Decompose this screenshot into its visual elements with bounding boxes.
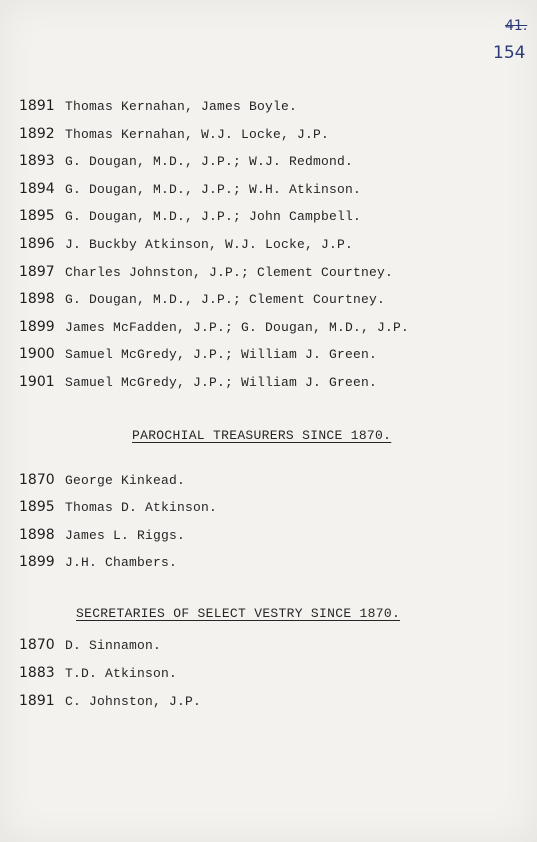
entry-names: Thomas D. Atkinson. <box>65 500 218 515</box>
entry-year: 1898 <box>19 291 55 307</box>
section-heading-treasurers: PAROCHIAL TREASURERS SINCE 1870. <box>132 428 392 443</box>
page-number: 154 <box>493 43 526 63</box>
list-item <box>19 637 161 657</box>
entry-year: 1899 <box>19 319 55 335</box>
entry-names: George Kinkead. <box>65 473 186 488</box>
entry-names: J. Buckby Atkinson, W.J. Locke, J.P. <box>65 237 354 252</box>
entry-year: 1895 <box>19 499 55 515</box>
entry-names: G. Dougan, M.D., J.P.; Clement Courtney. <box>65 292 386 307</box>
list-item <box>19 264 393 284</box>
entry-year: 1893 <box>19 153 55 169</box>
list-item <box>19 346 377 366</box>
list-item <box>19 181 361 201</box>
entry-names: G. Dougan, M.D., J.P.; W.J. Redmond. <box>65 154 354 169</box>
entry-year: 1901 <box>19 374 55 390</box>
list-item <box>19 126 329 146</box>
page-number-struck: 41. <box>505 18 528 34</box>
entry-year: 1900 <box>19 346 55 362</box>
entry-names: Thomas Kernahan, James Boyle. <box>65 99 298 114</box>
entry-year: 1894 <box>19 181 55 197</box>
entry-year: 1892 <box>19 126 55 142</box>
list-item <box>19 291 385 311</box>
list-item <box>19 472 185 492</box>
entry-year: 1897 <box>19 264 55 280</box>
entry-year: 1870 <box>19 637 55 653</box>
list-item <box>19 693 201 713</box>
entry-year: 1891 <box>19 98 55 114</box>
list-item <box>19 153 353 173</box>
entry-names: T.D. Atkinson. <box>65 666 178 681</box>
entry-year: 1891 <box>19 693 55 709</box>
entry-names: Charles Johnston, J.P.; Clement Courtney. <box>65 265 394 280</box>
entry-year: 1883 <box>19 665 55 681</box>
entry-year: 1896 <box>19 236 55 252</box>
entry-names: D. Sinnamon. <box>65 638 162 653</box>
list-item <box>19 208 361 228</box>
entry-year: 1898 <box>19 527 55 543</box>
entry-year: 1899 <box>19 554 55 570</box>
list-item <box>19 665 177 685</box>
entry-names: G. Dougan, M.D., J.P.; W.H. Atkinson. <box>65 182 362 197</box>
list-item <box>19 319 409 339</box>
list-item <box>19 527 185 547</box>
list-item <box>19 374 377 394</box>
section-heading-secretaries: SECRETARIES OF SELECT VESTRY SINCE 1870. <box>76 606 401 621</box>
list-item <box>19 499 217 519</box>
entry-names: Samuel McGredy, J.P.; William J. Green. <box>65 347 378 362</box>
entry-names: James L. Riggs. <box>65 528 186 543</box>
entry-names: Samuel McGredy, J.P.; William J. Green. <box>65 375 378 390</box>
entry-names: James McFadden, J.P.; G. Dougan, M.D., J.P. <box>65 320 410 335</box>
entry-names: C. Johnston, J.P. <box>65 694 202 709</box>
list-item <box>19 554 177 574</box>
entry-names: G. Dougan, M.D., J.P.; John Campbell. <box>65 209 362 224</box>
entry-year: 1870 <box>19 472 55 488</box>
entry-names: J.H. Chambers. <box>65 555 178 570</box>
list-item <box>19 98 297 118</box>
entry-year: 1895 <box>19 208 55 224</box>
list-item <box>19 236 353 256</box>
entry-names: Thomas Kernahan, W.J. Locke, J.P. <box>65 127 330 142</box>
